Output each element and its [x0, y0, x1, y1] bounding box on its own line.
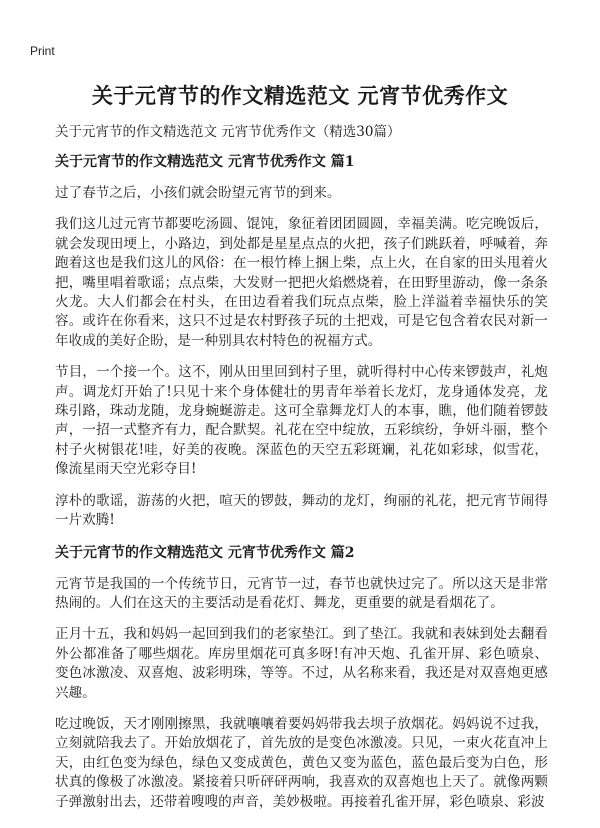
- paragraph: 正月十五，我和妈妈一起回到我们的老家垫江。到了垫江。我就和表妹到处去翻看外公都准备了哪些烟花。库房里烟花可真多呀!有冲天炮、孔雀开屏、彩色喷泉、变色冰激凌、双喜炮、波彩明珠，等等。不过，从名称来看，我还是对双喜炮更感兴趣。: [55, 626, 548, 701]
- document-subtitle: 关于元宵节的作文精选范文 元宵节优秀作文（精选30篇）: [55, 124, 401, 140]
- document-content: [55, 122, 548, 824]
- paragraph: 吃过晚饭，天才刚刚擦黑，我就嚷嚷着要妈妈带我去坝子放烟花。妈妈说不过我，立刻就陪我去了。开始放烟花了，首先放的是变色冰激凌。只见，一束火花直冲上天，由红色变为绿色，绿色又变成黄色，黄色又变为蓝色，蓝色最后变为白色，形状真的像极了冰激凌。紧接着只听砰砰两响，我喜欢的双喜炮也上天了。就像两颗子弹激射出去，还带着嗖嗖的声音，美妙极啦。再接着孔雀开屏，彩色喷泉、彩波: [55, 715, 548, 810]
- document-title: 关于元宵节的作文精选范文 元宵节优秀作文: [91, 83, 509, 108]
- paragraph: 过了春节之后，小孩们就会盼望元宵节的到来。: [55, 185, 341, 201]
- section-heading: 关于元宵节的作文精选范文 元宵节优秀作文 篇2: [55, 544, 355, 561]
- paragraph: 元宵节是我国的一个传统节日，元宵节一过，春节也就快过完了。所以这天是非常热闹的。人们在这天的主要活动是看花灯、舞龙，更重要的就是看烟花了。: [55, 575, 548, 611]
- section-heading: 关于元宵节的作文精选范文 元宵节优秀作文 篇1: [55, 154, 355, 170]
- paragraph: 我们这儿过元宵节都要吃汤圆、馄饨，象征着团团圆圆，幸福美满。吃完晚饭后，就会发现田埂上，小路边，到处都是星星点点的火把，孩子们跳跃着，呼喊着，奔跑着这也是我们这儿的风俗：在一根竹棒上捆上柴，点上火，在自家的田头甩着火把，嘴里唱着歌谣；点点柴，大发财一把把火焰燃烧着，在田野里游动，像一条条火龙。大人们都会在村头，在田边看着我们玩点点柴，脸上洋溢着幸福快乐的笑容。或许在你看来，这只不过是农村野孩子玩的土把戏，可是它包含着农民对新一年收成的美好企盼，是一种别具农村特色的祝福方式。: [55, 216, 548, 349]
- section-2: [55, 543, 548, 812]
- paragraph: 节目，一个接一个。这不，刚从田里回到村子里，就听得村中心传来锣鼓声，礼炮声。调龙灯开始了!只见十来个身体健壮的男青年举着长龙灯，龙身通体发亮，龙珠引路，珠动龙随，龙身蜿蜒游走。这可全靠舞龙灯人的本事，瞧，他们随着锣鼓声，一招一式整齐有力，配合默契。礼花在空中绽放，五彩缤纷，争妍斗丽，整个村子火树银花!哇，好美的夜晚。深蓝色的天空五彩斑斓，礼花如彩球，似雪花，像流星雨天空光彩夺目!: [55, 364, 548, 478]
- section-1: [55, 152, 548, 531]
- print-link[interactable]: Print: [30, 44, 55, 58]
- paragraph: 淳朴的歌谣，游荡的火把，喧天的锣鼓，舞动的龙灯，绚丽的礼花，把元宵节闹得一片欢腾!: [55, 492, 548, 529]
